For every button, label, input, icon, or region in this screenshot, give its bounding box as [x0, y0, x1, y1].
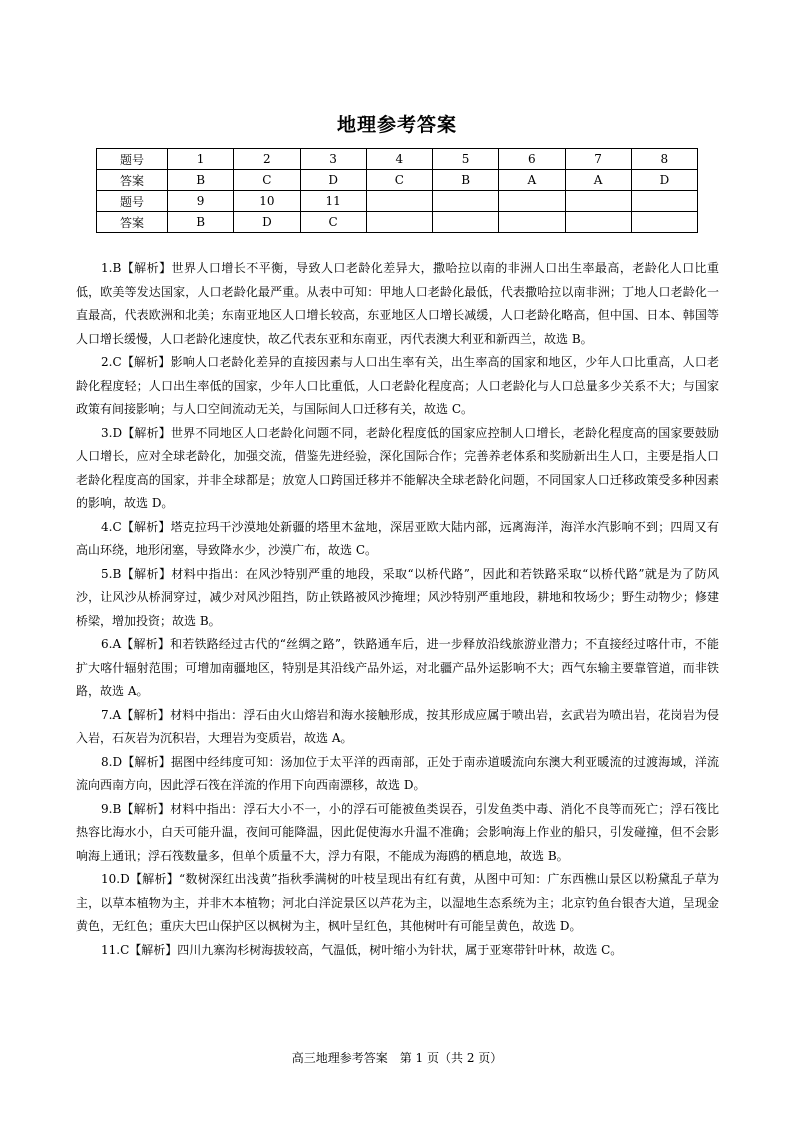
table-row	[97, 149, 698, 170]
table-cell	[366, 212, 432, 233]
table-row	[97, 191, 698, 212]
explanation-item: 6.A【解析】和若铁路经过古代的“丝绸之路”，铁路通车后，进一步释放沿线旅游业潜力；不直接经过喀什市，不能扩大喀什辐射范围；可增加南疆地区，特别是其沿线产品外运，对北疆产品外运影响不大；西气东输主要靠管道，而非铁路，故选 A。	[76, 637, 719, 698]
table-cell	[433, 191, 499, 212]
table-cell: D	[234, 212, 300, 233]
page-footer: 高三地理参考答案 第 1 页（共 2 页）	[291, 1051, 503, 1065]
table-cell: 题号	[97, 149, 168, 170]
explanation-item: 1.B【解析】世界人口增长不平衡，导致人口老龄化差异大，撒哈拉以南的非洲人口出生率最高，老龄化人口比重低，欧美等发达国家，人口老龄化最严重。从表中可知：甲地人口老龄化最低，代表撒哈拉以南非洲；丁地人口老龄化一直最高，代表欧洲和北美；东南亚地区人口增长较高，东亚地区人口增长减缓，人口老龄化略高，但中国、日本、韩国等人口增长缓慢，人口老龄化速度快，故乙代表东亚和东南亚，丙代表澳大利亚和新西兰，故选 B。	[76, 261, 719, 346]
table-cell: B	[433, 170, 499, 191]
table-cell: D	[300, 170, 366, 191]
table-cell: A	[565, 170, 631, 191]
table-cell: D	[631, 170, 697, 191]
explanation-item: 4.C【解析】塔克拉玛干沙漠地处新疆的塔里木盆地，深居亚欧大陆内部，远离海洋，海洋水汽影响不到；四周又有高山环绕，地形闭塞，导致降水少，沙漠广布，故选 C。	[76, 519, 719, 557]
table-cell	[366, 191, 432, 212]
table-cell: B	[168, 212, 234, 233]
explanation-item: 7.A【解析】材料中指出：浮石由火山熔岩和海水接触形成，按其形成应属于喷出岩，玄武岩为喷出岩，花岗岩为侵入岩，石灰岩为沉积岩，大理岩为变质岩，故选 A。	[76, 707, 719, 745]
explanation-item: 2.C【解析】影响人口老龄化差异的直接因素与人口出生率有关，出生率高的国家和地区，少年人口比重高，人口老龄化程度轻；人口出生率低的国家，少年人口比重低，人口老龄化程度高；人口老龄化与人口总量多少关系不大；与国家政策有间接影响；与人口空间流动无关，与国际间人口迁移有关，故选 C。	[76, 355, 719, 416]
table-cell: B	[168, 170, 234, 191]
explanation-item: 5.B【解析】材料中指出：在风沙特别严重的地段，采取“以桥代路”，因此和若铁路采取“以桥代路”就是为了防风沙，让风沙从桥洞穿过，减少对风沙阻挡，防止铁路被风沙掩埋；风沙特别严重地段，耕地和牧场少；野生动物少；修建桥梁，增加投资；故选 B。	[76, 566, 719, 628]
table-cell: C	[234, 170, 300, 191]
table-cell: 9	[168, 191, 234, 212]
table-row	[97, 212, 698, 233]
table-cell: 4	[366, 149, 432, 170]
table-cell	[499, 212, 565, 233]
explanation-item: 8.D【解析】据图中经纬度可知：汤加位于太平洋的西南部，正处于南赤道暖流向东澳大利亚暖流的过渡海域，洋流流向西南方向，因此浮石筏在洋流的作用下向西南漂移，故选 D。	[76, 754, 719, 792]
table-cell: 题号	[97, 191, 168, 212]
table-cell: 1	[168, 149, 234, 170]
table-cell	[499, 191, 565, 212]
table-cell: 5	[433, 149, 499, 170]
table-cell	[433, 212, 499, 233]
table-cell	[565, 212, 631, 233]
table-cell: 2	[234, 149, 300, 170]
table-cell	[631, 212, 697, 233]
table-cell: 6	[499, 149, 565, 170]
answer-table	[96, 148, 698, 233]
table-cell: 11	[300, 191, 366, 212]
page-title: 地理参考答案	[336, 114, 457, 136]
table-cell: C	[366, 170, 432, 191]
table-cell: 8	[631, 149, 697, 170]
table-cell: C	[300, 212, 366, 233]
table-cell: 7	[565, 149, 631, 170]
explanation-item: 3.D【解析】世界不同地区人口老龄化问题不同，老龄化程度低的国家应控制人口增长，老龄化程度高的国家要鼓励人口增长，应对全球老龄化，加强交流，借鉴先进经验，深化国际合作；完善养老体系和奖励新出生人口，主要是指人口老龄化程度高的国家，并非全球都是；放宽人口跨国迁移并不能解决全球老龄化问题，不同国家人口迁移政策受多种因素的影响，故选 D。	[76, 425, 719, 510]
table-cell: 10	[234, 191, 300, 212]
table-cell	[631, 191, 697, 212]
explanation-item: 10.D【解析】“数树深红出浅黄”指秋季满树的叶枝呈现出有红有黄，从图中可知：广东西樵山景区以粉黛乱子草为主，以草本植物为主，并非木本植物；河北白洋淀景区以芦花为主，以湿地生态系统为主；北京钓鱼台银杏大道，呈现金黄色，无红色；重庆大巴山保护区以枫树为主，枫叶呈红色，其他树叶有可能呈黄色，故选 D。	[76, 872, 719, 933]
table-cell	[565, 191, 631, 212]
table-row	[97, 170, 698, 191]
table-cell: 答案	[97, 170, 168, 191]
table-cell: A	[499, 170, 565, 191]
table-cell: 3	[300, 149, 366, 170]
explanation-item: 9.B【解析】材料中指出：浮石大小不一，小的浮石可能被鱼类误吞，引发鱼类中毒、消化不良等而死亡；浮石筏比热容比海水小，白天可能升温，夜间可能降温，因此促使海水升温不准确；会影响海上作业的船只，引发碰撞，但不会影响海上通讯；浮石筏数量多，但单个质量不大，浮力有限，不能成为海鸥的栖息地，故选 B。	[76, 801, 719, 863]
table-cell: 答案	[97, 212, 168, 233]
explanations	[76, 257, 719, 962]
explanation-item: 11.C【解析】四川九寨沟杉树海拔较高，气温低，树叶缩小为针状，属于亚寒带针叶林，故选 C。	[101, 942, 623, 957]
